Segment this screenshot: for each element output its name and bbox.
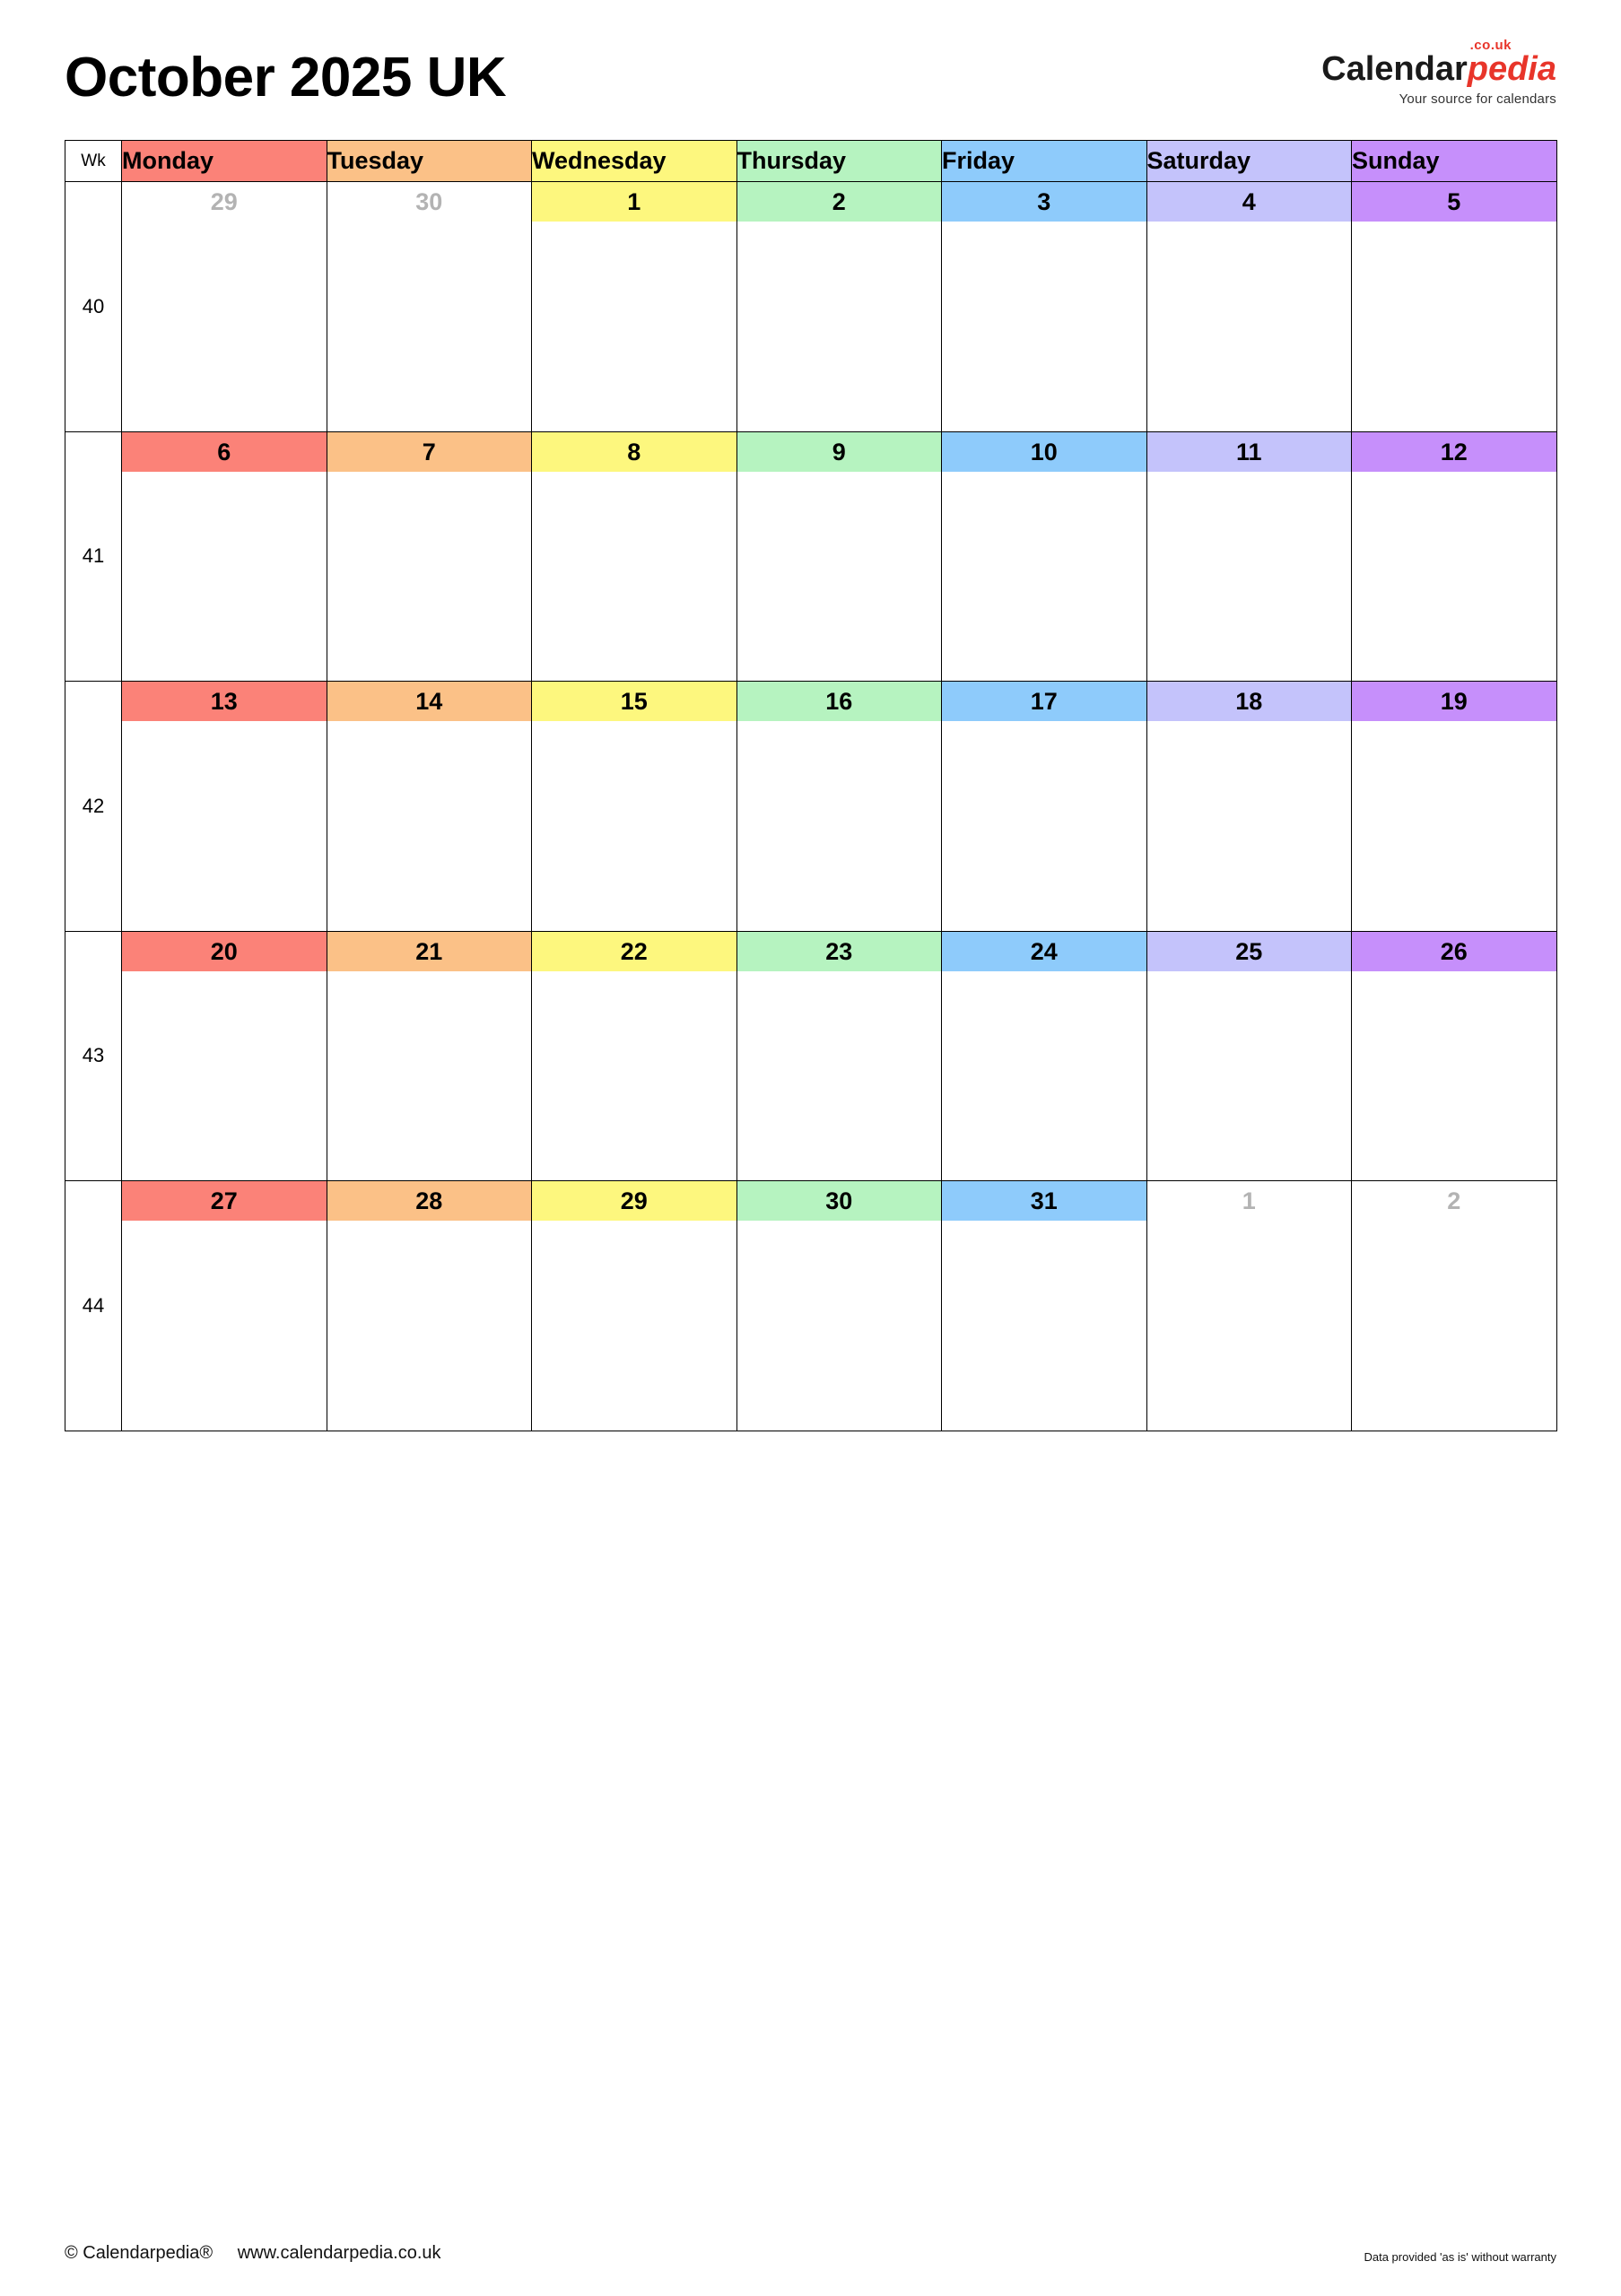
day-notes-cell[interactable] [1352,972,1557,1181]
day-number: 12 [1352,432,1556,472]
day-notes-cell[interactable] [532,723,737,932]
week-number-cell: 40 [65,182,122,432]
weekday-header-row [65,141,1557,182]
day-number: 21 [327,932,532,971]
day-number-cell [1146,682,1352,723]
day-number-cell [532,682,737,723]
day-notes-cell[interactable] [122,972,327,1181]
week-date-row [65,931,1557,972]
month-grid [65,140,1557,1431]
calendarpedia-logo [1321,38,1556,107]
week-date-row [65,182,1557,223]
day-number-cell [942,682,1147,723]
day-number: 15 [532,682,736,721]
day-number-cell [532,1181,737,1222]
day-number: 20 [122,932,327,971]
day-number-cell [122,1181,327,1222]
day-number: 22 [532,932,736,971]
day-notes-cell[interactable] [327,1222,532,1431]
day-notes-cell[interactable] [942,723,1147,932]
day-number: 29 [532,1181,736,1221]
day-number-cell [1352,682,1557,723]
logo-word-calendar: Calendar [1321,50,1468,88]
weekday-header-saturday: Saturday [1146,141,1352,182]
day-number-cell [942,182,1147,223]
day-number: 7 [327,432,532,472]
day-number: 6 [122,432,327,472]
day-notes-cell[interactable] [736,473,942,682]
day-number-cell [327,1181,532,1222]
day-notes-cell[interactable] [942,223,1147,432]
day-number: 23 [737,932,942,971]
day-number-cell [122,931,327,972]
day-notes-cell[interactable] [122,473,327,682]
day-notes-cell[interactable] [1146,473,1352,682]
week-date-row [65,682,1557,723]
page-title: October 2025 UK [65,47,507,109]
day-number-cell [736,1181,942,1222]
day-notes-cell[interactable] [532,972,737,1181]
day-notes-cell[interactable] [1352,723,1557,932]
day-number-cell [1352,1181,1557,1222]
day-number-cell [942,431,1147,473]
day-number-cell [327,431,532,473]
day-number-cell [532,931,737,972]
day-number: 1 [1147,1181,1352,1221]
week-date-row [65,1181,1557,1222]
day-notes-cell[interactable] [1146,1222,1352,1431]
day-number: 24 [942,932,1146,971]
day-number-cell [736,182,942,223]
day-number: 19 [1352,682,1556,721]
day-number-cell [1352,431,1557,473]
day-notes-cell[interactable] [1146,223,1352,432]
week-date-row [65,431,1557,473]
day-notes-cell[interactable] [122,223,327,432]
day-notes-cell[interactable] [942,473,1147,682]
day-number: 2 [737,182,942,222]
day-notes-cell[interactable] [736,972,942,1181]
footer-copyright: © Calendarpedia® [65,2243,214,2263]
day-notes-cell[interactable] [942,1222,1147,1431]
weekday-header-wednesday: Wednesday [532,141,737,182]
day-number-cell [1146,182,1352,223]
day-number: 4 [1147,182,1352,222]
week-notes-row [65,1222,1557,1431]
day-number: 30 [737,1181,942,1221]
footer-credit [65,2243,441,2264]
week-notes-row [65,223,1557,432]
day-notes-cell[interactable] [736,1222,942,1431]
weekday-header-thursday: Thursday [736,141,942,182]
logo-word-pedia: pedia [1467,50,1556,88]
day-notes-cell[interactable] [532,1222,737,1431]
day-number: 2 [1352,1181,1556,1221]
day-number: 3 [942,182,1146,222]
day-notes-cell[interactable] [327,723,532,932]
day-number: 17 [942,682,1146,721]
day-number-cell [1146,431,1352,473]
day-number: 18 [1147,682,1352,721]
day-notes-cell[interactable] [1352,1222,1557,1431]
day-number-cell [122,182,327,223]
week-notes-row [65,972,1557,1181]
week-number-cell: 44 [65,1181,122,1431]
weekday-header-sunday: Sunday [1352,141,1557,182]
day-number: 11 [1147,432,1352,472]
day-number-cell [1352,931,1557,972]
day-number-cell [122,431,327,473]
day-notes-cell[interactable] [736,223,942,432]
day-notes-cell[interactable] [942,972,1147,1181]
day-number-cell [942,931,1147,972]
day-number: 29 [122,182,327,222]
day-notes-cell[interactable] [532,223,737,432]
weekday-header-monday: Monday [122,141,327,182]
week-notes-row [65,473,1557,682]
week-number-cell: 42 [65,682,122,932]
day-number-cell [122,682,327,723]
day-number-cell [736,431,942,473]
day-number-cell [327,931,532,972]
day-number: 27 [122,1181,327,1221]
day-number: 13 [122,682,327,721]
day-number-cell [736,931,942,972]
day-notes-cell[interactable] [1146,723,1352,932]
day-number: 9 [737,432,942,472]
logo-couk-superscript: .co.uk [1469,38,1512,53]
logo-wordmark [1321,52,1556,86]
day-notes-cell[interactable] [736,723,942,932]
day-number-cell [327,682,532,723]
day-number: 16 [737,682,942,721]
day-number-cell [1146,1181,1352,1222]
day-number-cell [1352,182,1557,223]
day-notes-cell[interactable] [1146,972,1352,1181]
day-notes-cell[interactable] [1352,473,1557,682]
day-number: 26 [1352,932,1556,971]
day-number: 30 [327,182,532,222]
day-notes-cell[interactable] [327,473,532,682]
page-header [65,36,1556,135]
day-number: 28 [327,1181,532,1221]
day-number-cell [942,1181,1147,1222]
day-number: 8 [532,432,736,472]
day-number-cell [1146,931,1352,972]
day-notes-cell[interactable] [327,223,532,432]
week-number-cell: 41 [65,431,122,682]
week-notes-row [65,723,1557,932]
day-notes-cell[interactable] [1352,223,1557,432]
weekday-header-tuesday: Tuesday [327,141,532,182]
footer-url[interactable]: www.calendarpedia.co.uk [237,2243,441,2263]
day-number: 5 [1352,182,1556,222]
day-number-cell [327,182,532,223]
day-number-cell [532,182,737,223]
day-number: 25 [1147,932,1352,971]
day-number: 10 [942,432,1146,472]
day-number: 14 [327,682,532,721]
week-number-cell: 43 [65,931,122,1181]
day-number-cell [736,682,942,723]
footer-disclaimer: Data provided 'as is' without warranty [1364,2250,1556,2264]
day-number: 1 [532,182,736,222]
day-number: 31 [942,1181,1146,1221]
week-column-header: Wk [65,141,122,182]
month-grid-body [65,182,1557,1431]
day-notes-cell[interactable] [122,1222,327,1431]
day-notes-cell[interactable] [327,972,532,1181]
logo-tagline: Your source for calendars [1399,91,1556,107]
page-footer [65,2243,1556,2264]
day-notes-cell[interactable] [122,723,327,932]
weekday-header-friday: Friday [942,141,1147,182]
day-number-cell [532,431,737,473]
day-notes-cell[interactable] [532,473,737,682]
